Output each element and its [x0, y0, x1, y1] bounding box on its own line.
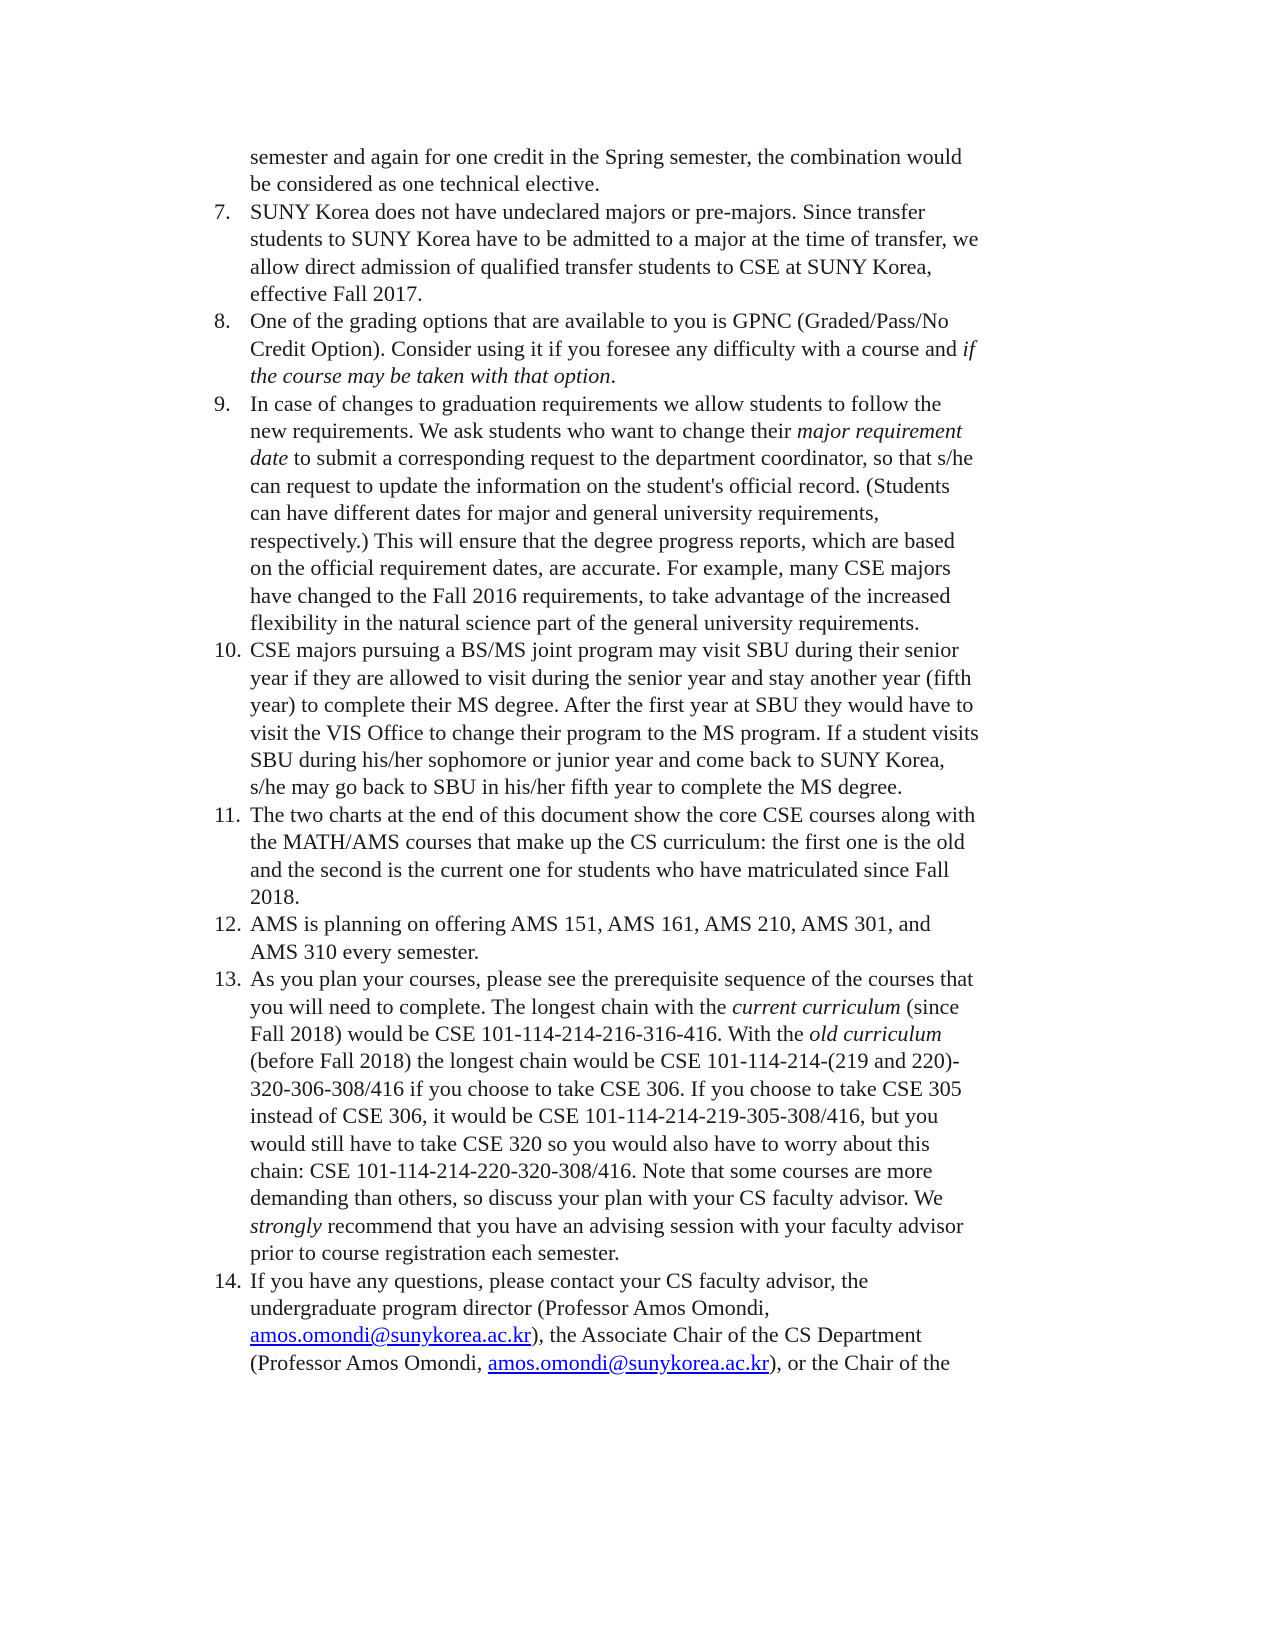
italic-text: current curriculum — [732, 993, 901, 1019]
text-line: allow direct admission of qualified transfer students to CSE at SUNY Korea, — [250, 253, 932, 279]
text-line: SUNY Korea does not have undeclared majors or pre-majors. Since transfer — [250, 198, 926, 224]
text-line — [250, 993, 1050, 1020]
text-line: prior to course registration each semester. — [250, 1240, 620, 1266]
numbered-list — [214, 198, 1050, 1376]
text-line: The two charts at the end of this document show the core CSE courses along with — [250, 801, 976, 827]
text-line: year) to complete their MS degree. After the first year at SBU they would have to — [250, 692, 974, 718]
item-number: 7. — [214, 198, 231, 224]
text-span: ), the Associate Chair of the CS Department — [531, 1322, 922, 1348]
italic-text: major requirement — [796, 418, 963, 444]
list-item-11 — [214, 801, 1050, 911]
text-line: have changed to the Fall 2016 requirements, to take advantage of the increased — [250, 582, 951, 608]
text-line: flexibility in the natural science part of the general university requirements. — [250, 609, 920, 635]
text-line: the MATH/AMS courses that make up the CS curriculum: the first one is the old — [250, 829, 965, 855]
item-number: 13. — [214, 966, 242, 992]
text-span: Credit Option). Consider using it if you foresee any difficulty with a course and — [250, 335, 963, 361]
list-item-8 — [214, 307, 1050, 389]
text-line: 2018. — [250, 883, 300, 909]
list-item-12 — [214, 910, 1050, 965]
text-line: would still have to take CSE 320 so you would also have to worry about this — [250, 1130, 930, 1156]
document-body — [214, 143, 1050, 1376]
text-span: Fall 2018) would be CSE 101-114-214-216-316-416. With the — [250, 1021, 810, 1046]
text-line: SBU during his/her sophomore or junior year and come back to SUNY Korea, — [250, 746, 945, 772]
text-line: respectively.) This will ensure that the degree progress reports, which are based — [250, 527, 955, 553]
email-link-program-director[interactable]: amos.omondi@sunykorea.ac.kr — [250, 1322, 532, 1348]
italic-text: old curriculum — [809, 1021, 942, 1046]
text-line: s/he may go back to SBU in his/her fifth year to complete the MS degree. — [250, 774, 903, 800]
text-span: to submit a corresponding request to the department coordinator, so that s/he — [288, 445, 974, 471]
continued-paragraph — [250, 143, 1050, 198]
list-item-14 — [214, 1267, 1050, 1377]
text-span: . — [610, 363, 617, 389]
item-number: 8. — [214, 308, 231, 334]
email-link-associate-chair[interactable]: amos.omondi@sunykorea.ac.kr — [487, 1349, 769, 1375]
text-line: effective Fall 2017. — [250, 281, 423, 307]
text-line: on the official requirement dates, are accurate. For example, many CSE majors — [250, 555, 951, 581]
text-span: new requirements. We ask students who want to change their — [250, 418, 797, 444]
text-line: can have different dates for major and general university requirements, — [250, 500, 880, 526]
text-line: In case of changes to graduation requirements we allow students to follow the — [250, 390, 942, 416]
italic-text: strongly — [250, 1212, 322, 1238]
text-line: AMS is planning on offering AMS 151, AMS 161, AMS 210, AMS 301, and — [250, 911, 931, 937]
text-line: instead of CSE 306, it would be CSE 101-114-214-219-305-308/416, but you — [250, 1103, 939, 1129]
text-span: (since — [900, 993, 960, 1019]
text-line: be considered as one technical elective. — [250, 171, 600, 197]
text-line: 320-306-308/416 if you choose to take CSE 306. If you choose to take CSE 305 — [250, 1075, 962, 1101]
list-item-7 — [214, 198, 1050, 308]
text-line: CSE majors pursuing a BS/MS joint program may visit SBU during their senior — [250, 637, 959, 663]
text-line: chain: CSE 101-114-214-220-320-308/416. Note that some courses are more — [250, 1158, 933, 1184]
italic-text: if — [962, 335, 975, 361]
text-span: (Professor Amos Omondi, — [250, 1349, 488, 1375]
list-item-13 — [214, 965, 1050, 1266]
text-line — [250, 1212, 1050, 1239]
text-span: you will need to complete. The longest chain with the — [250, 993, 733, 1019]
italic-text: date — [250, 445, 289, 471]
item-number: 9. — [214, 390, 231, 416]
text-line — [250, 417, 1050, 444]
text-line — [250, 362, 1050, 389]
text-line: One of the grading options that are available to you is GPNC (Graded/Pass/No — [250, 308, 949, 334]
text-line — [250, 1020, 1050, 1047]
item-number: 11. — [214, 801, 241, 827]
text-line: visit the VIS Office to change their program to the MS program. If a student visits — [250, 719, 979, 745]
text-line: AMS 310 every semester. — [250, 938, 480, 964]
italic-text: the course may be taken with that option — [250, 363, 611, 389]
item-number: 12. — [214, 911, 242, 937]
text-line: year if they are allowed to visit during the senior year and stay another year (fifth — [250, 664, 972, 690]
text-line: and the second is the current one for students who have matriculated since Fall — [250, 856, 950, 882]
text-line — [250, 335, 1050, 362]
text-line: (before Fall 2018) the longest chain would be CSE 101-114-214-(219 and 220)- — [250, 1048, 960, 1074]
list-item-10 — [214, 636, 1050, 800]
item-number: 10. — [214, 637, 242, 663]
list-item-9 — [214, 390, 1050, 637]
text-line: semester and again for one credit in the Spring semester, the combination would — [250, 144, 962, 169]
text-line: students to SUNY Korea have to be admitted to a major at the time of transfer, we — [250, 226, 979, 252]
text-line — [250, 444, 1050, 471]
text-line: As you plan your courses, please see the prerequisite sequence of the courses that — [250, 966, 974, 992]
text-span: recommend that you have an advising session with your faculty advisor — [321, 1212, 964, 1238]
text-line: demanding than others, so discuss your plan with your CS faculty advisor. We — [250, 1185, 943, 1211]
text-line — [250, 1321, 1050, 1348]
text-line — [250, 1349, 1050, 1376]
text-line: undergraduate program director (Professor Amos Omondi, — [250, 1295, 770, 1321]
item-number: 14. — [214, 1267, 242, 1293]
text-line: If you have any questions, please contact your CS faculty advisor, the — [250, 1267, 869, 1293]
text-line: can request to update the information on the student's official record. (Students — [250, 472, 950, 498]
text-span: ), or the Chair of the — [768, 1349, 951, 1375]
